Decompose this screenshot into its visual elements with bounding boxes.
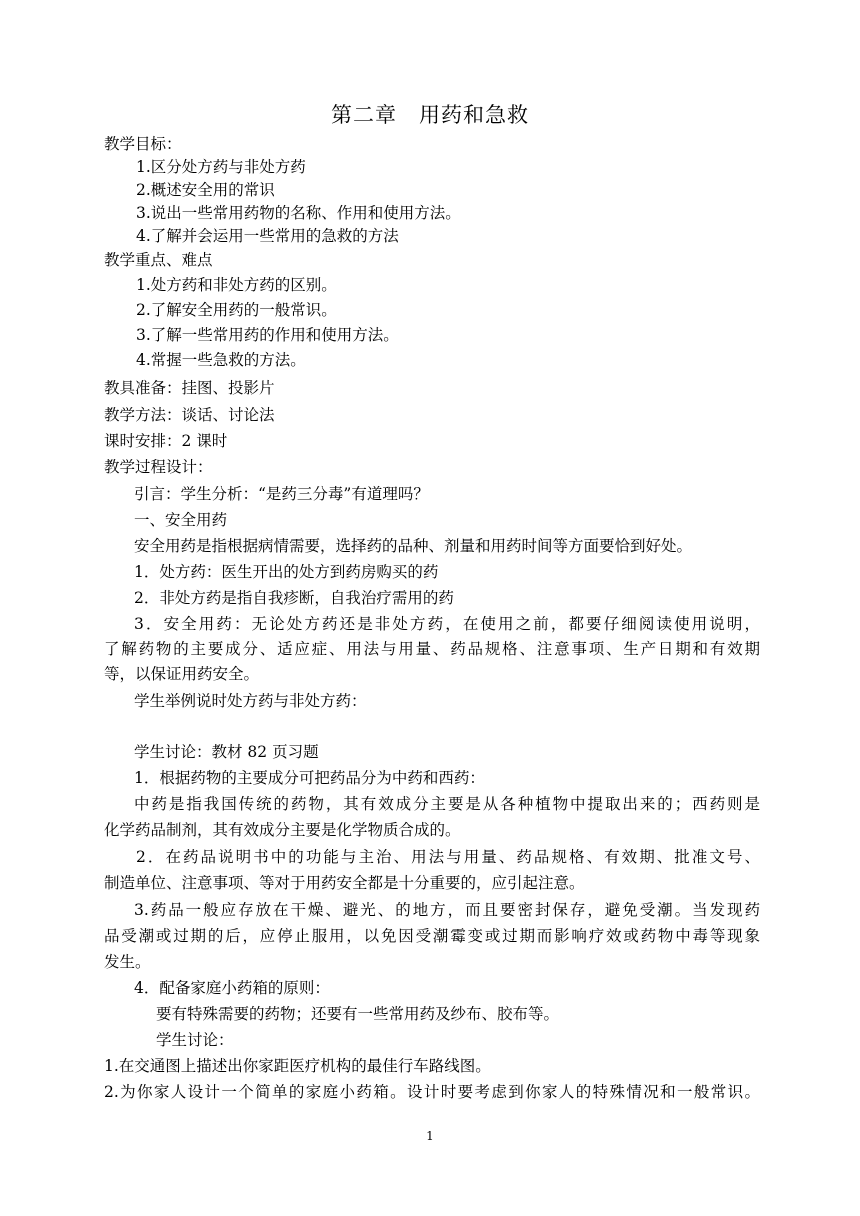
medicine-box-detail: 要有特殊需要的药物；还要有一些常用药及纱布、胶布等。: [156, 1005, 560, 1023]
key-point-item: 1.处方药和非处方药的区别。: [136, 276, 337, 294]
objective-item: 2.概述安全用的常识: [136, 181, 275, 199]
textbook-discussion: 学生讨论：教材 82 页习题: [134, 743, 319, 761]
safe-use-paragraph-line: 等，以保证用药安全。: [104, 665, 260, 683]
discussion-task: 2.为你家人设计一个简单的家庭小药箱。设计时要考虑到你家人的特殊情况和一般常识。: [104, 1083, 760, 1101]
key-points-heading: 教学重点、难点: [104, 251, 213, 269]
intro-line: 引言：学生分析：“是药三分毒”有道理吗？: [134, 485, 429, 503]
process-heading: 教学过程设计：: [104, 458, 213, 476]
teaching-method: 教学方法：谈话、讨论法: [104, 406, 275, 424]
key-point-item: 4.常握一些急救的方法。: [136, 351, 306, 369]
teaching-prep: 教具准备：挂图、投影片: [104, 379, 275, 397]
storage-paragraph-line: 品受潮或过期的后，应停止服用，以免因受潮霉变或过期而影响疗效或药物中毒等现象: [104, 927, 760, 945]
instructions-paragraph-line: 2．在药品说明书中的功能与主治、用法与用量、药品规格、有效期、批准文号、: [136, 848, 760, 866]
storage-paragraph-line: 发生。: [104, 953, 151, 971]
student-discussion-heading: 学生讨论：: [156, 1031, 234, 1049]
section-heading: 一、安全用药: [134, 511, 228, 529]
page-number: 1: [426, 1129, 434, 1143]
storage-paragraph-line: 3.药品一般应存放在干燥、避光、的地方，而且要密封保存，避免受潮。当发现药: [134, 901, 760, 919]
classification-line: 1．根据药物的主要成分可把药品分为中药和西药：: [134, 769, 485, 787]
student-examples: 学生举例说时处方药与非处方药：: [134, 692, 367, 710]
prescription-drug: 1．处方药：医生开出的处方到药房购买的药: [134, 563, 439, 581]
objectives-heading: 教学目标：: [104, 135, 182, 153]
medicine-box-heading: 4．配备家庭小药箱的原则：: [134, 979, 330, 997]
objective-item: 3.说出一些常用药物的名称、作用和使用方法。: [136, 204, 461, 222]
safe-use-definition: 安全用药是指根据病情需要，选择药的品种、剂量和用药时间等方面要恰到好处。: [134, 537, 693, 555]
tcm-paragraph-line: 中药是指我国传统的药物，其有效成分主要是从各种植物中提取出来的；西药则是: [134, 795, 760, 813]
objective-item: 1.区分处方药与非处方药: [136, 158, 306, 176]
key-point-item: 3.了解一些常用药的作用和使用方法。: [136, 326, 399, 344]
instructions-paragraph-line: 制造单位、注意事项、等对于用药安全都是十分重要的，应引起注意。: [104, 874, 585, 892]
safe-use-paragraph-line: 了解药物的主要成分、适应症、用法与用量、药品规格、注意事项、生产日期和有效期: [104, 640, 760, 658]
otc-drug: 2．非处方药是指自我疹断，自我治疗需用的药: [134, 589, 454, 607]
page-title: 第二章 用药和急救: [331, 103, 529, 127]
objective-item: 4.了解并会运用一些常用的急救的方法: [136, 227, 399, 245]
key-point-item: 2.了解安全用药的一般常识。: [136, 301, 337, 319]
class-schedule: 课时安排：2 课时: [104, 432, 228, 450]
discussion-task: 1.在交通图上描述出你家距医疗机构的最佳行车路线图。: [104, 1057, 491, 1075]
tcm-paragraph-line: 化学药品制剂，其有效成分主要是化学物质合成的。: [104, 821, 461, 839]
safe-use-paragraph-line: 3．安全用药：无论处方药还是非处方药，在使用之前，都要仔细阅读使用说明，: [134, 615, 760, 633]
